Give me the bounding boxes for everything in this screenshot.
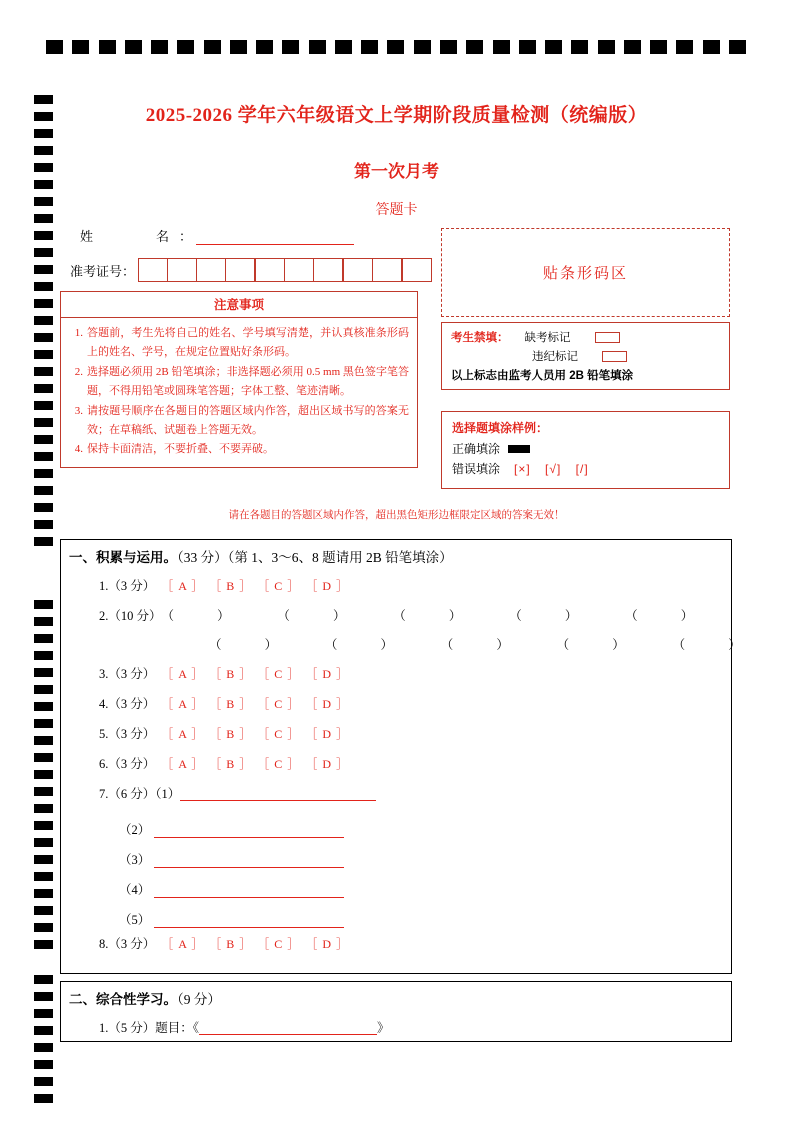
- timing-mark: [676, 40, 693, 54]
- proctor-marks-box: [441, 322, 730, 390]
- timing-mark: [34, 821, 53, 830]
- exam-number-cell[interactable]: [344, 259, 373, 281]
- question-label: 1.（3 分）: [99, 579, 156, 593]
- timing-mark: [151, 40, 168, 54]
- paren-blank[interactable]: （ ）: [331, 638, 414, 652]
- option-d[interactable]: ［ D ］: [311, 726, 349, 741]
- timing-mark: [34, 838, 53, 847]
- timing-mark: [387, 40, 404, 54]
- section-one-subtitle: （33 分）（第 1、3～6、8 题请用 2B 铅笔填涂）: [177, 550, 453, 565]
- option-b[interactable]: ［ B ］: [215, 936, 253, 951]
- timing-mark: [34, 600, 53, 609]
- exam-number-cell[interactable]: [403, 259, 431, 281]
- paren-blank[interactable]: （ ）: [678, 638, 761, 652]
- timing-mark: [34, 1094, 53, 1103]
- barcode-area-label: 贴条形码区: [542, 266, 628, 282]
- violation-mark-bubble[interactable]: [602, 351, 627, 362]
- timing-mark: [34, 282, 53, 291]
- option-b[interactable]: ［ B ］: [215, 756, 253, 771]
- option-a[interactable]: ［ A ］: [161, 666, 205, 681]
- wrong-fill-row: [452, 460, 719, 477]
- section-two-heading: [61, 982, 731, 1012]
- paren-blank[interactable]: （ ）: [562, 638, 645, 652]
- section-two-subtitle: （9 分）: [177, 992, 221, 1007]
- option-d[interactable]: ［ D ］: [311, 756, 349, 771]
- question-row-7-2: [61, 808, 731, 838]
- absent-mark-label: 缺考标记: [524, 332, 571, 344]
- timing-mark: [335, 40, 352, 54]
- choice-options: [161, 935, 360, 952]
- proctor-instruction: 以上标志由监考人员用 2B 铅笔填涂: [451, 370, 634, 382]
- wrong-mark-slash: [/]: [575, 461, 589, 476]
- notice-item: [67, 440, 409, 459]
- timing-mark: [545, 40, 562, 54]
- timing-mark: [34, 1060, 53, 1069]
- page-title: 2025-2026 学年六年级语文上学期阶段质量检测（统编版）: [145, 105, 648, 126]
- section-one-title: 一、积累与运用。: [69, 550, 177, 565]
- question-label: 1.（5 分）题目：《: [99, 1021, 200, 1035]
- question-label-suffix: 》: [377, 1021, 390, 1035]
- timing-mark: [34, 486, 53, 495]
- timing-mark: [703, 40, 720, 54]
- exam-number-cell[interactable]: [226, 259, 256, 281]
- timing-mark: [34, 804, 53, 813]
- option-c[interactable]: ［ C ］: [263, 696, 301, 711]
- question-row-6: [61, 748, 731, 778]
- timing-mark: [34, 668, 53, 677]
- timing-mark: [34, 992, 53, 1001]
- answer-blank-7-4[interactable]: [154, 883, 344, 898]
- timing-mark: [99, 40, 116, 54]
- timing-mark: [361, 40, 378, 54]
- question-row-2: [61, 600, 731, 630]
- question-label: 8.（3 分）: [99, 937, 156, 951]
- violation-mark-row: [451, 348, 720, 364]
- name-label: 姓 名: [80, 229, 180, 244]
- timing-mark: [34, 940, 53, 949]
- question-row-2b: [61, 630, 761, 658]
- timing-mark: [34, 299, 53, 308]
- sub-question-label: （4）: [119, 883, 151, 897]
- timing-mark: [34, 770, 53, 779]
- timing-mark: [34, 265, 53, 274]
- timing-mark: [34, 418, 53, 427]
- option-b[interactable]: ［ B ］: [215, 696, 253, 711]
- name-row: [80, 226, 354, 245]
- sub-question-label: （5）: [119, 913, 151, 927]
- timing-mark: [34, 651, 53, 660]
- question-label: 2.（10 分）: [99, 609, 162, 623]
- timing-mark: [34, 736, 53, 745]
- paren-blanks-row-2: [209, 635, 793, 653]
- option-d[interactable]: ［ D ］: [311, 936, 349, 951]
- violation-mark-label: 违纪标记: [532, 351, 578, 363]
- option-c[interactable]: ［ C ］: [263, 666, 301, 681]
- question-row-7: [61, 778, 731, 808]
- notice-item-text: 保持卡面清洁，不要折叠、不要弄破。: [87, 443, 274, 456]
- name-colon: ：: [179, 229, 193, 244]
- timing-mark: [34, 401, 53, 410]
- wrong-fill-label: 错误填涂: [452, 462, 501, 476]
- timing-mark: [309, 40, 326, 54]
- option-c[interactable]: ［ C ］: [263, 726, 301, 741]
- choice-options: [161, 665, 360, 682]
- timing-mark: [34, 469, 53, 478]
- section-two-title: 二、综合性学习。: [69, 992, 177, 1007]
- timing-mark: [729, 40, 746, 54]
- answer-blank-7-5[interactable]: [154, 913, 344, 928]
- timing-mark: [34, 787, 53, 796]
- timing-mark: [34, 384, 53, 393]
- exam-number-cell[interactable]: [373, 259, 403, 281]
- timing-mark: [650, 40, 667, 54]
- timing-marks-top: [46, 40, 746, 54]
- choice-options: [161, 577, 360, 594]
- choice-options: [161, 725, 360, 742]
- forbidden-label: 考生禁填：: [451, 332, 509, 344]
- question-row-7-4: [61, 868, 731, 898]
- option-d[interactable]: ［ D ］: [311, 666, 349, 681]
- option-a[interactable]: ［ A ］: [161, 578, 205, 593]
- timing-mark: [493, 40, 510, 54]
- timing-mark: [34, 1009, 53, 1018]
- timing-mark: [34, 452, 53, 461]
- correct-fill-mark: [508, 445, 530, 453]
- timing-mark: [34, 537, 53, 546]
- notice-item: [67, 324, 409, 362]
- name-input[interactable]: [196, 229, 354, 245]
- wrong-mark-cross: [×]: [514, 461, 531, 476]
- notice-item-text: 选择题必须用 2B 铅笔填涂；非选择题必须用 0.5 mm 黑色签字笔答题，不得用铅笔或圆珠笔答题；字体工整、笔迹清晰。: [87, 365, 409, 397]
- timing-mark: [466, 40, 483, 54]
- wrong-fill-marks: [514, 462, 599, 476]
- question-label: 5.（3 分）: [99, 727, 156, 741]
- timing-mark: [34, 146, 53, 155]
- choice-options: [161, 755, 360, 772]
- timing-marks-left-middle: [34, 600, 53, 957]
- section-two-question-1: [61, 1012, 731, 1042]
- timing-mark: [598, 40, 615, 54]
- timing-mark: [34, 1026, 53, 1035]
- timing-mark: [34, 753, 53, 762]
- paren-blank[interactable]: （ ）: [631, 609, 714, 623]
- timing-mark: [34, 855, 53, 864]
- timing-mark: [230, 40, 247, 54]
- section-two: [60, 981, 732, 1042]
- timing-mark: [204, 40, 221, 54]
- option-a[interactable]: ［ A ］: [161, 756, 205, 771]
- timing-mark: [34, 231, 53, 240]
- option-c[interactable]: ［ C ］: [263, 936, 301, 951]
- option-b[interactable]: ［ B ］: [215, 666, 253, 681]
- timing-mark: [34, 1077, 53, 1086]
- question-label: 4.（3 分）: [99, 697, 156, 711]
- option-a[interactable]: ［ A ］: [161, 936, 205, 951]
- paren-blank[interactable]: （ ）: [209, 638, 298, 652]
- exam-number-cell[interactable]: [285, 259, 314, 281]
- paren-blank[interactable]: （ ）: [447, 638, 529, 652]
- timing-mark: [34, 1043, 53, 1052]
- absent-mark-row: [451, 329, 720, 345]
- timing-mark: [125, 40, 142, 54]
- paren-blanks-row-1: [162, 606, 748, 624]
- timing-mark: [72, 40, 89, 54]
- question-label: 6.（3 分）: [99, 757, 156, 771]
- notice-item-number: 3.: [74, 404, 83, 417]
- timing-mark: [414, 40, 431, 54]
- answer-blank-7-1[interactable]: [180, 786, 376, 801]
- notice-item: [67, 363, 409, 401]
- question-row-4: [61, 688, 731, 718]
- timing-mark: [34, 350, 53, 359]
- timing-mark: [46, 40, 63, 54]
- option-a[interactable]: ［ A ］: [161, 726, 205, 741]
- timing-mark: [34, 248, 53, 257]
- sub-question-label: （2）: [119, 823, 151, 837]
- notice-item-number: 2.: [74, 365, 83, 378]
- question-row-7-3: [61, 838, 731, 868]
- sub-question-label: （3）: [119, 853, 151, 867]
- answer-blank-7-2[interactable]: [154, 823, 344, 838]
- fill-sample-heading: 选择题填涂样例：: [452, 421, 549, 435]
- timing-mark: [34, 435, 53, 444]
- timing-mark: [256, 40, 273, 54]
- option-c[interactable]: ［ C ］: [263, 756, 301, 771]
- timing-mark: [282, 40, 299, 54]
- timing-mark: [34, 923, 53, 932]
- correct-fill-row: [452, 440, 719, 457]
- exam-number-cell[interactable]: [314, 259, 344, 281]
- timing-mark: [34, 872, 53, 881]
- timing-mark: [34, 889, 53, 898]
- option-d[interactable]: ［ D ］: [311, 696, 349, 711]
- exam-subtitle: 第一次月考: [354, 162, 439, 181]
- barcode-area: [441, 228, 730, 317]
- exam-number-cell[interactable]: [256, 259, 285, 281]
- timing-mark: [34, 617, 53, 626]
- notice-item: [67, 402, 409, 440]
- question-label: 3.（3 分）: [99, 667, 156, 681]
- timing-mark: [34, 367, 53, 376]
- option-b[interactable]: ［ B ］: [215, 726, 253, 741]
- notice-heading: 注意事项: [61, 292, 417, 318]
- timing-mark: [571, 40, 588, 54]
- timing-mark: [34, 719, 53, 728]
- paren-blank[interactable]: （ ）: [283, 609, 366, 623]
- option-b[interactable]: ［ B ］: [215, 578, 253, 593]
- fill-sample-box: [441, 411, 730, 489]
- timing-mark: [34, 316, 53, 325]
- answer-area-warning: 请在各题目的答题区域内作答，超出黑色矩形边框限定区域的答案无效！: [228, 510, 565, 521]
- timing-mark: [519, 40, 536, 54]
- exam-number-label: 准考证号：: [70, 263, 136, 279]
- timing-mark: [34, 634, 53, 643]
- option-c[interactable]: ［ C ］: [263, 578, 301, 593]
- timing-mark: [177, 40, 194, 54]
- timing-mark: [440, 40, 457, 54]
- notice-item-number: 4.: [74, 443, 83, 456]
- timing-mark: [34, 906, 53, 915]
- answer-card-label: 答题卡: [375, 203, 418, 218]
- timing-mark: [624, 40, 641, 54]
- paren-blank[interactable]: （ ）: [515, 609, 598, 623]
- question-row-8: [61, 928, 731, 958]
- exam-number-cell[interactable]: [168, 259, 197, 281]
- option-a[interactable]: ［ A ］: [161, 696, 205, 711]
- timing-mark: [34, 702, 53, 711]
- absent-mark-bubble[interactable]: [595, 332, 620, 343]
- section-one-heading: [61, 540, 731, 570]
- question-row-3: [61, 658, 731, 688]
- exam-number-cell[interactable]: [139, 259, 168, 281]
- exam-number-grid[interactable]: [138, 258, 432, 282]
- paren-blank[interactable]: （ ）: [399, 609, 482, 623]
- timing-mark: [34, 129, 53, 138]
- question-row-1: [61, 570, 731, 600]
- notice-item-number: 1.: [74, 327, 83, 339]
- timing-mark: [34, 975, 53, 984]
- notice-box: [60, 291, 418, 468]
- question-label: 7.（6 分）（1）: [99, 787, 181, 801]
- question-row-7-5: [61, 898, 731, 928]
- paren-blank[interactable]: （ ）: [161, 609, 250, 623]
- timing-marks-left-lower: [34, 975, 53, 1111]
- section-one: [60, 539, 761, 974]
- timing-mark: [34, 333, 53, 342]
- question-row-5: [61, 718, 731, 748]
- exam-number-row: [70, 258, 432, 282]
- notice-item-text: 答题前，考生先将自己的姓名、学号填写清楚，并认真核准条形码上的姓名、学号，在规定位置贴好条形码。: [87, 327, 409, 358]
- notice-item-text: 请按题号顺序在各题目的答题区域内作答，超出区域书写的答案无效；在草稿纸、试题卷上答题无效。: [87, 404, 409, 436]
- option-d[interactable]: ［ D ］: [311, 578, 349, 593]
- notice-body: [61, 318, 417, 467]
- timing-mark: [34, 685, 53, 694]
- choice-options: [161, 695, 360, 712]
- correct-fill-label: 正确填涂: [452, 442, 501, 456]
- answer-blank-title[interactable]: [199, 1020, 377, 1035]
- answer-blank-7-3[interactable]: [154, 853, 344, 868]
- wrong-mark-check: [√]: [545, 461, 562, 476]
- exam-number-cell[interactable]: [197, 259, 226, 281]
